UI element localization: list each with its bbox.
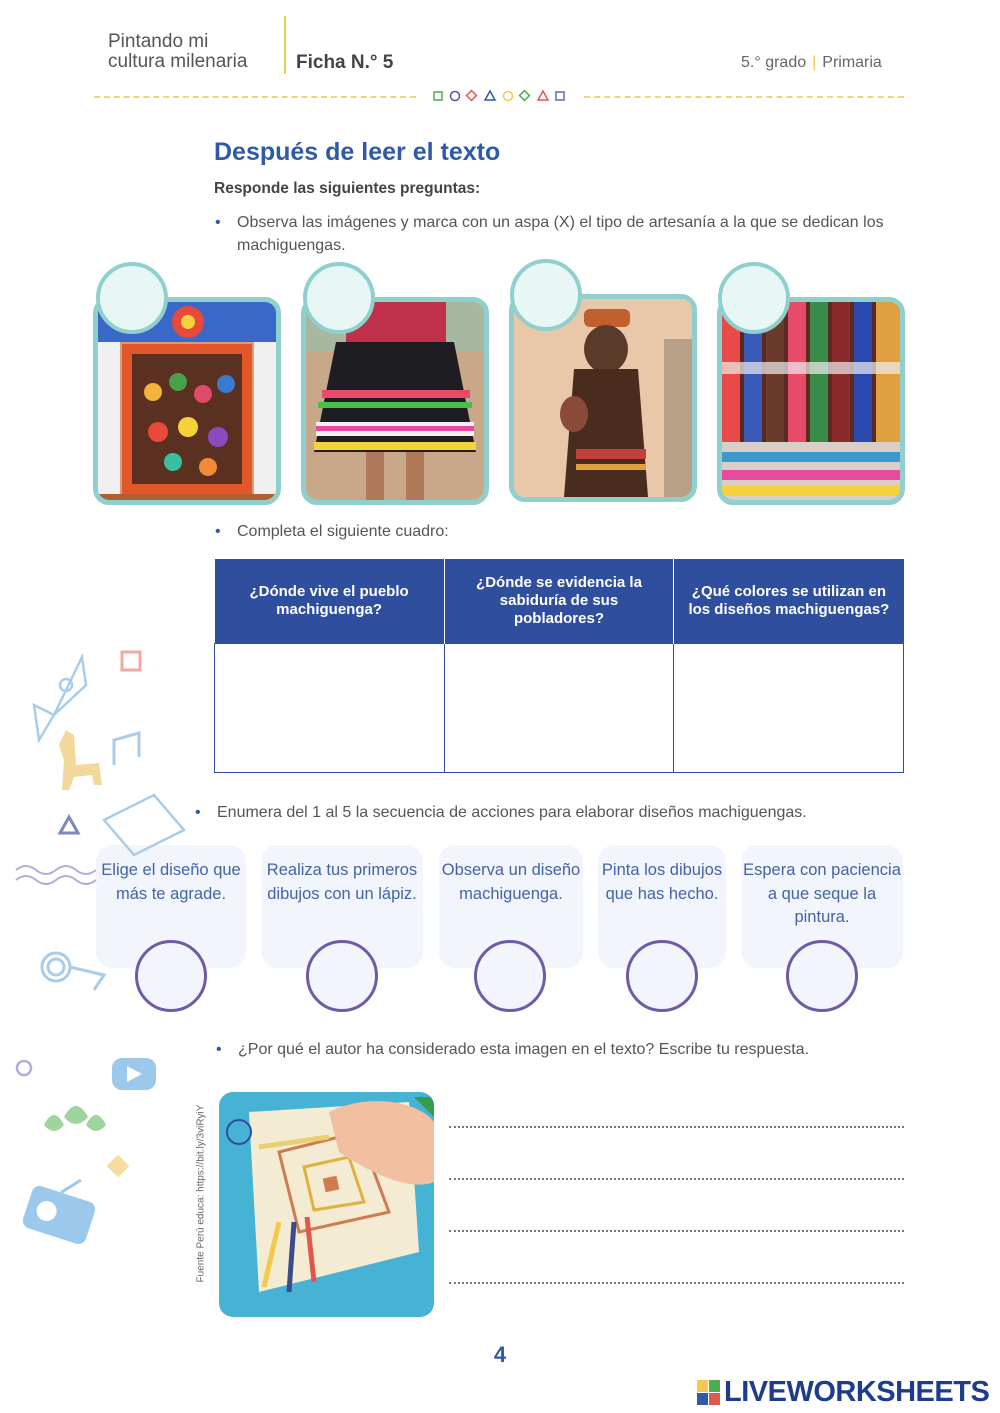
question-3: [195, 801, 907, 824]
level-label: Primaria: [822, 54, 882, 71]
question-4: [216, 1038, 908, 1061]
sequence-card-1: Elige el diseño que más te agrade.: [96, 845, 246, 968]
mark-circle-3[interactable]: [510, 259, 582, 331]
question-1-text: Observa las imágenes y marca con un aspa (X) el tipo de artesanía a la que se dedican los machiguengas.: [237, 214, 884, 254]
sequence-card-4: Pinta los dibujos que has hecho.: [598, 845, 726, 968]
table-header-3: ¿Qué colores se utilizan en los diseños machiguengas?: [674, 559, 904, 644]
question-4-text: ¿Por qué el autor ha considerado esta imagen en el texto? Escribe tu respuesta.: [238, 1041, 810, 1058]
header-dashed-line-right: [584, 96, 904, 98]
question-2: [215, 520, 837, 543]
diamond-icon: [107, 1155, 130, 1178]
question-2-text: Completa el siguiente cuadro:: [237, 523, 449, 540]
answer-cell-3[interactable]: [674, 644, 904, 773]
decorative-shapes-row: [432, 89, 567, 103]
answer-line-4[interactable]: [449, 1282, 904, 1284]
wave-icon: [16, 866, 96, 884]
bullet-icon: •: [215, 214, 221, 231]
sequence-card-5: Espera con paciencia a que seque la pintura.: [741, 845, 903, 968]
question-3-text: Enumera del 1 al 5 la secuencia de acciones para elaborar diseños machiguengas.: [217, 804, 807, 821]
drawing-hand-image: [219, 1092, 434, 1317]
radio-icon: [21, 1167, 103, 1245]
answer-line-3[interactable]: [449, 1230, 904, 1232]
sequence-card-3: Observa un diseño machiguenga.: [439, 845, 583, 968]
header-dashed-line-left: [94, 96, 416, 98]
spiral-icon: [42, 953, 104, 990]
answer-table-header-row: [215, 559, 904, 644]
sequence-number-input-4[interactable]: [626, 940, 698, 1012]
answer-cell-1[interactable]: [215, 644, 445, 773]
circle-outline-icon: [17, 1061, 31, 1075]
rocket-icon: [34, 657, 86, 740]
bullet-icon: •: [195, 804, 201, 821]
mark-circle-2[interactable]: [303, 262, 375, 334]
grade-label: 5.° grado: [741, 54, 807, 71]
sequence-card-2: Realiza tus primeros dibujos con un lápiz.: [261, 845, 423, 968]
music-note-icon: [114, 733, 139, 765]
mark-circle-1[interactable]: [96, 262, 168, 334]
llama-icon: [59, 730, 102, 790]
section-title: Después de leer el texto: [214, 138, 501, 166]
section-subtitle: Responde las siguientes preguntas:: [214, 180, 481, 197]
page-number: 4: [493, 1342, 507, 1367]
grade-level: 5.° grado | Primaria: [741, 54, 882, 71]
unit-title-line1: Pintando mi: [108, 31, 209, 52]
header-divider: [284, 16, 286, 74]
unit-title-line2: cultura milenaria: [108, 51, 248, 72]
sequence-number-input-3[interactable]: [474, 940, 546, 1012]
unit-title: [108, 32, 247, 72]
question-1: [215, 211, 902, 257]
bullet-icon: •: [216, 1041, 222, 1058]
leaf-icon: [44, 1106, 106, 1131]
image-source-caption: Fuente Perú educa: https://bit.ly/3viRyiY: [195, 1104, 207, 1283]
table-header-2: ¿Dónde se evidencia la sabiduría de sus pobladores?: [444, 559, 674, 644]
liveworksheets-brand: LIVEWORKSHEETS: [724, 1376, 990, 1408]
answer-table: [214, 559, 904, 773]
answer-table-row: [215, 644, 904, 773]
liveworksheets-logo-icon: [697, 1378, 721, 1408]
answer-line-1[interactable]: [449, 1126, 904, 1128]
sequence-number-input-5[interactable]: [786, 940, 858, 1012]
table-header-1: ¿Dónde vive el pueblo machiguenga?: [215, 559, 445, 644]
triangle-icon: [60, 817, 78, 833]
square-icon: [122, 652, 140, 670]
laptop-icon: [104, 795, 184, 855]
bullet-icon: •: [215, 523, 221, 540]
sequence-number-input-2[interactable]: [306, 940, 378, 1012]
answer-line-2[interactable]: [449, 1178, 904, 1180]
decorative-icons-column: [14, 645, 189, 1245]
drawing-hand-illustration: [219, 1092, 434, 1317]
ficha-number: Ficha N.° 5: [296, 52, 394, 73]
mark-circle-4[interactable]: [718, 262, 790, 334]
answer-cell-2[interactable]: [444, 644, 674, 773]
